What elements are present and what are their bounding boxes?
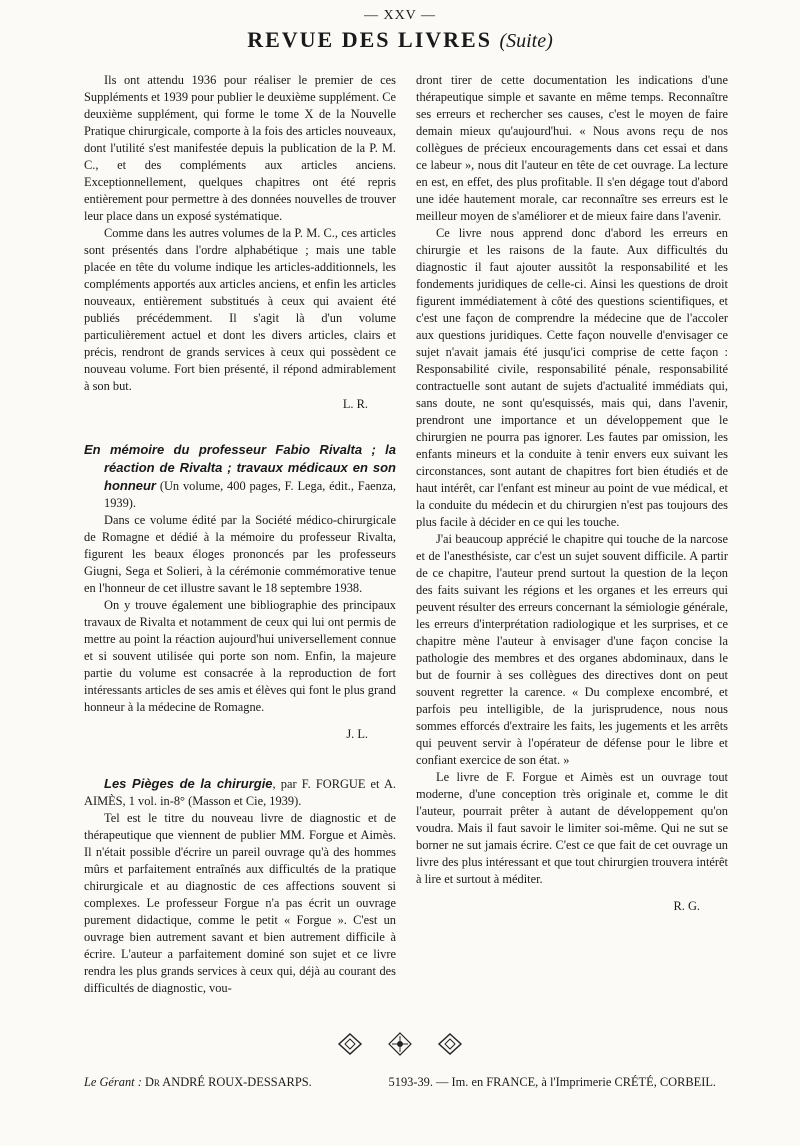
- review3-signature: R. G.: [673, 899, 700, 913]
- page-number: — XXV —: [363, 8, 437, 23]
- footer-gerant: [84, 1075, 312, 1090]
- page-header: [0, 27, 800, 53]
- review2-paragraph-2: On y trouve également une bibliographie des principaux travaux de Rivalta et notamment de ceux qui lui ont permis de mettre au point la réaction aujourd'hui universellement connue et si souvent utilisée qui porte son nom. Enfin, la majeure partie du volume est consacrée à la reproduction de fort intéressants articles de ses amis et élèves qui font le plus grand honneur à la médecine de Romagne.: [84, 598, 396, 714]
- diamond-ornament-icon: [337, 1032, 363, 1056]
- footer-printer: 5193-39. — Im. en FRANCE, à l'Imprimerie CRÉTÉ, CORBEIL.: [388, 1075, 716, 1089]
- footer-gerant-label: Le Gérant :: [84, 1075, 142, 1089]
- review3-paragraph-2: dront tirer de cette documentation les indications d'une thérapeutique simple et savante en même temps. Reconnaître ses erreurs et rechercher ses causes, c'est le moyen de faire demain mieux qu'aujourd'hui. « Nous avons reçu de nos collègues de précieux encouragements dans cet essai et dans ce labeur », nous dit l'auteur en tête de cet ouvrage. La lecture en est, en effet, des plus profitable. Il s'en dégage tout d'abord une idée hautement morale, car reconnaître ses erreurs est le meilleur moyen de s'améliorer et de mieux faire dans l'avenir.: [416, 73, 728, 223]
- review1-paragraph-2: Comme dans les autres volumes de la P. M. C., ces articles sont présentés dans l'ordre alphabétique ; mais une table placée en tête du volume indique les articles-additionnels, les compléments apportés aux articles anciens, et enfin les articles nouveaux, entièrement substitués à ceux qui avaient été publiés précédemment. Il s'agit là d'un volume particulièrement actuel et dont les divers articles, clairs et précis, rendront de grands services à ceux qui possèdent ce nouveau volume. Fort bien présenté, il répond admirablement à son but.: [84, 226, 396, 393]
- review2-paragraph-1: Dans ce volume édité par la Société médico-chirurgicale de Romagne et dédié à la mémoire du professeur Rivalta, figurent les beaux éloges prononcés par les professeurs Giugni, Sega et Solieri, à la cérémonie commémorative tenue en l'honneur de cet illustre savant le 18 septembre 1938.: [84, 513, 396, 595]
- diamond-ornament-icon: [437, 1032, 463, 1056]
- review2-signature: J. L.: [346, 727, 368, 741]
- review2-details: (Un volume, 400 pages, F. Lega, édit., Faenza, 1939).: [104, 479, 396, 510]
- right-column: [416, 72, 728, 915]
- header-suite: (Suite): [499, 30, 553, 52]
- header-title: REVUE DES LIVRES: [247, 27, 492, 52]
- review1-paragraph-1: Ils ont attendu 1936 pour réaliser le premier de ces Suppléments et 1939 pour publier le deuxième supplément. Ce deuxième supplément, qui forme le tome X de la Nouvelle Pratique chirurgicale, comporte à la fois des articles nouveaux, dont l'utilité s'est manifestée depuis la publication de la P. M. C., et des compléments aux articles anciens. Exceptionnellement, quelques chapitres ont été repris entièrement pour permettre à des données nouvelles de trouver leur place dans un exposé systématique.: [84, 73, 396, 223]
- review3-details: , par F. FORGUE et A. AIMÈS, 1 vol. in-8° (Masson et Cie, 1939).: [84, 777, 396, 808]
- page-footer: [84, 1075, 716, 1090]
- ornament-row: [0, 1032, 800, 1056]
- review3-paragraph-3: Ce livre nous apprend donc d'abord les erreurs en chirurgie et les raisons de la faute. Aux difficultés du diagnostic il faut ajouter aussitôt la responsabilité et les fondements juridiques de celle-ci. Ainsi les questions de droit figurent immédiatement à côté des questions scientifiques, et c'est une façon de comprendre la médecine que de l'accoler aux questions juridiques. Cette façon nouvelle d'envisager ce sujet n'avait jamais été jusqu'ici comprise de cette façon : Responsabilité civile, responsabilité pénale, responsabilité contractuelle sont autant de sujets d'actualité immédiats qui, sans doute, ne sont qu'esquissés, mais qui, dans l'avenir, prendront une importance et un développement que le chirurgien ne pourra pas ignorer. Les fautes par omission, les enfants mineurs et la conduite à tenir envers eux suivant les circonstances, sont autant de chapitres fort bien étudiés et de haut intérêt, car l'enfant est mineur au point de vue médical, et la conduite du médecin et du chirurgien n'est pas toujours des plus facile à décider en ce qui les touche.: [416, 226, 728, 529]
- footer-gerant-name: Dr ANDRÉ ROUX-DESSARPS.: [144, 1075, 312, 1089]
- review3-paragraph-5: Le livre de F. Forgue et Aimès est un ouvrage tout moderne, d'une conception très originale et, comme le dit l'auteur, pourrait prêter à autant de développement qu'on voudra. Mais il faut savoir le limiter soi-même. Qui ne sut se borner ne sut jamais écrire. C'est ce que fait de cet ouvrage un livre des plus intéressant et que tout chirurgien trouvera intérêt à lire et surtout à méditer.: [416, 770, 728, 886]
- review2-title: En mémoire du professeur Fabio Rivalta ; la réaction de Rivalta ; travaux médicaux en son honneur: [84, 442, 396, 493]
- review1-signature: L. R.: [342, 397, 368, 411]
- review3-title: Les Pièges de la chirurgie: [104, 776, 273, 791]
- review3-paragraph-4: J'ai beaucoup apprécié le chapitre qui touche de la narcose et de l'anesthésiste, car c'est un sujet souvent difficile. A partir de ce chapitre, l'auteur prend surtout la question de la leçon des faits suivant les régions et les organes et les erreurs qui peuvent résulter des erreurs concernant la sémiologie générale, les erreurs d'interprétation radiologique et les surprises, et ce chapitre mène l'auteur à envisager d'une façon concise la pathologie des membres et des organes abdominaux, dans le but de fournir à ses collègues des directives dont on peut souvent regretter la carence. « Du complexe encombré, et parfois peu intelligible, de la jurisprudence, nous nous sommes efforcés d'extraire les faits, les jugements et les arrêts qui peuvent servir à l'opérateur de défense pour le libre et confiant exercice de son état. »: [416, 532, 728, 767]
- review3-paragraph-1: Tel est le titre du nouveau livre de diagnostic et de thérapeutique que viennent de publier MM. Forgue et Aimès. Il n'était possible d'écrire un pareil ouvrage qu'à des hommes mûrs et parfaitement entraînés aux difficultés de la pratique chirurgicale et au diagnostic de ces affections souvent si complexes. Le professeur Forgue n'a pas écrit un ouvrage purement didactique, comme le petit « Forgue ». C'est un ouvrage bien autrement savant et bien autrement difficile à écrire. L'auteur a parfaitement dominé son sujet et ce livre rendra les plus grands services à ceux qui, déjà au courant des difficultés de diagnostic, vou-: [84, 811, 396, 995]
- review3-heading: [84, 775, 396, 810]
- left-column: [84, 72, 396, 997]
- floral-ornament-icon: [387, 1032, 413, 1056]
- review2-heading: [84, 441, 396, 512]
